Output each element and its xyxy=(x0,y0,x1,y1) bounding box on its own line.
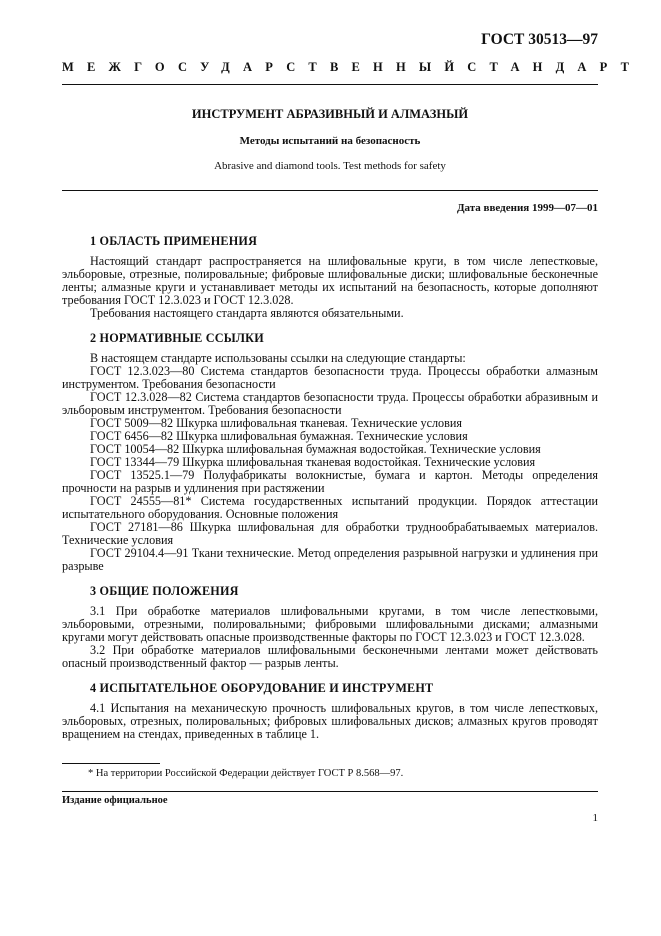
section-test-equipment xyxy=(62,682,598,741)
title-rule xyxy=(62,190,598,191)
standard-word-interstate: МЕЖГОСУДАРСТВЕННЫЙ xyxy=(62,60,468,74)
standard-type-banner xyxy=(62,60,643,75)
reference-item: ГОСТ 13525.1—79 Полуфабрикаты волокнистые, бумага и картон. Методы определения прочности на разрыв и удлинения при растяжении xyxy=(62,468,598,495)
english-title: Abrasive and diamond tools. Test methods for safety xyxy=(214,160,446,172)
section-heading: 1 ОБЛАСТЬ ПРИМЕНЕНИЯ xyxy=(90,234,258,248)
paragraph: Требования настоящего стандарта являются обязательными. xyxy=(90,306,404,320)
reference-item: ГОСТ 12.3.028—82 Система стандартов безопасности труда. Процессы обработки абразивным и эльборовым инструментом. Требования безопасности xyxy=(62,390,598,417)
bottom-rule xyxy=(62,791,598,792)
document-subtitle: Методы испытаний на безопасность xyxy=(239,135,421,147)
paragraph: 4.1 Испытания на механическую прочность шлифовальных кругов, в том числе лепестковых, эльборовых, отрезных, полировальных; фибровых шлифовальных дисков; алмазных кругов проводят вращением на стендах, приведенных в таблице 1. xyxy=(62,701,598,741)
top-rule xyxy=(62,84,598,85)
page-number: 1 xyxy=(592,812,598,824)
footnote-rule xyxy=(62,763,160,764)
section-heading: 2 НОРМАТИВНЫЕ ССЫЛКИ xyxy=(90,331,264,345)
section-heading: 3 ОБЩИЕ ПОЛОЖЕНИЯ xyxy=(90,584,239,598)
reference-item: ГОСТ 10054—82 Шкурка шлифовальная бумажная водостойкая. Технические условия xyxy=(90,442,541,456)
reference-item: ГОСТ 6456—82 Шкурка шлифовальная бумажная. Технические условия xyxy=(90,429,468,443)
introduction-date: Дата введения 1999—07—01 xyxy=(456,202,598,214)
section-normative-references xyxy=(62,332,598,573)
reference-item: ГОСТ 12.3.023—80 Система стандартов безопасности труда. Процессы обработки алмазным инструментом. Требования безопасности xyxy=(62,364,598,391)
paragraph: 3.2 При обработке материалов шлифовальными бесконечными лентами может действовать опасный производственный фактор — разрыв ленты. xyxy=(62,643,598,670)
paragraph: 3.1 При обработке материалов шлифовальными кругами, в том числе лепестковыми, эльборовыми, отрезными, полировальными; фибровыми шлифовальными дисками; алмазными кругами могут действовать опасные производственные факторы по ГОСТ 12.3.023 и ГОСТ 12.3.028. xyxy=(62,604,598,644)
reference-item: ГОСТ 29104.4—91 Ткани технические. Метод определения разрывной нагрузки и удлинения при разрыве xyxy=(62,546,598,573)
reference-item: ГОСТ 13344—79 Шкурка шлифовальная тканевая водостойкая. Технические условия xyxy=(90,455,536,469)
section-scope xyxy=(62,235,598,320)
paragraph: Настоящий стандарт распространяется на шлифовальные круги, в том числе лепестковые, эльборовые, отрезные, полировальные; фибровые шлифовальные диски; шлифовальные бесконечные ленты; алмазные круги и устанавливает методы их испытаний на безопасность, которые дополняют требования ГОСТ 12.3.023 и ГОСТ 12.3.028. xyxy=(62,254,598,307)
footnote: * На территории Российской Федерации действует ГОСТ Р 8.568—97. xyxy=(88,768,404,779)
section-general xyxy=(62,585,598,670)
reference-item: ГОСТ 24555—81* Система государственных испытаний продукции. Порядок аттестации испытательного оборудования. Основные положения xyxy=(62,494,598,521)
standard-word-standard: СТАНДАРТ xyxy=(467,60,643,74)
reference-item: ГОСТ 27181—86 Шкурка шлифовальная для обработки труднообрабатываемых материалов. Технические условия xyxy=(62,520,598,547)
document-body xyxy=(62,235,598,753)
gost-number: ГОСТ 30513—97 xyxy=(481,31,598,48)
section-heading: 4 ИСПЫТАТЕЛЬНОЕ ОБОРУДОВАНИЕ И ИНСТРУМЕНТ xyxy=(90,681,434,695)
paragraph: В настоящем стандарте использованы ссылки на следующие стандарты: xyxy=(90,351,466,365)
reference-item: ГОСТ 5009—82 Шкурка шлифовальная тканевая. Технические условия xyxy=(90,416,463,430)
official-edition: Издание официальное xyxy=(62,795,168,806)
document-title: ИНСТРУМЕНТ АБРАЗИВНЫЙ И АЛМАЗНЫЙ xyxy=(191,107,469,121)
